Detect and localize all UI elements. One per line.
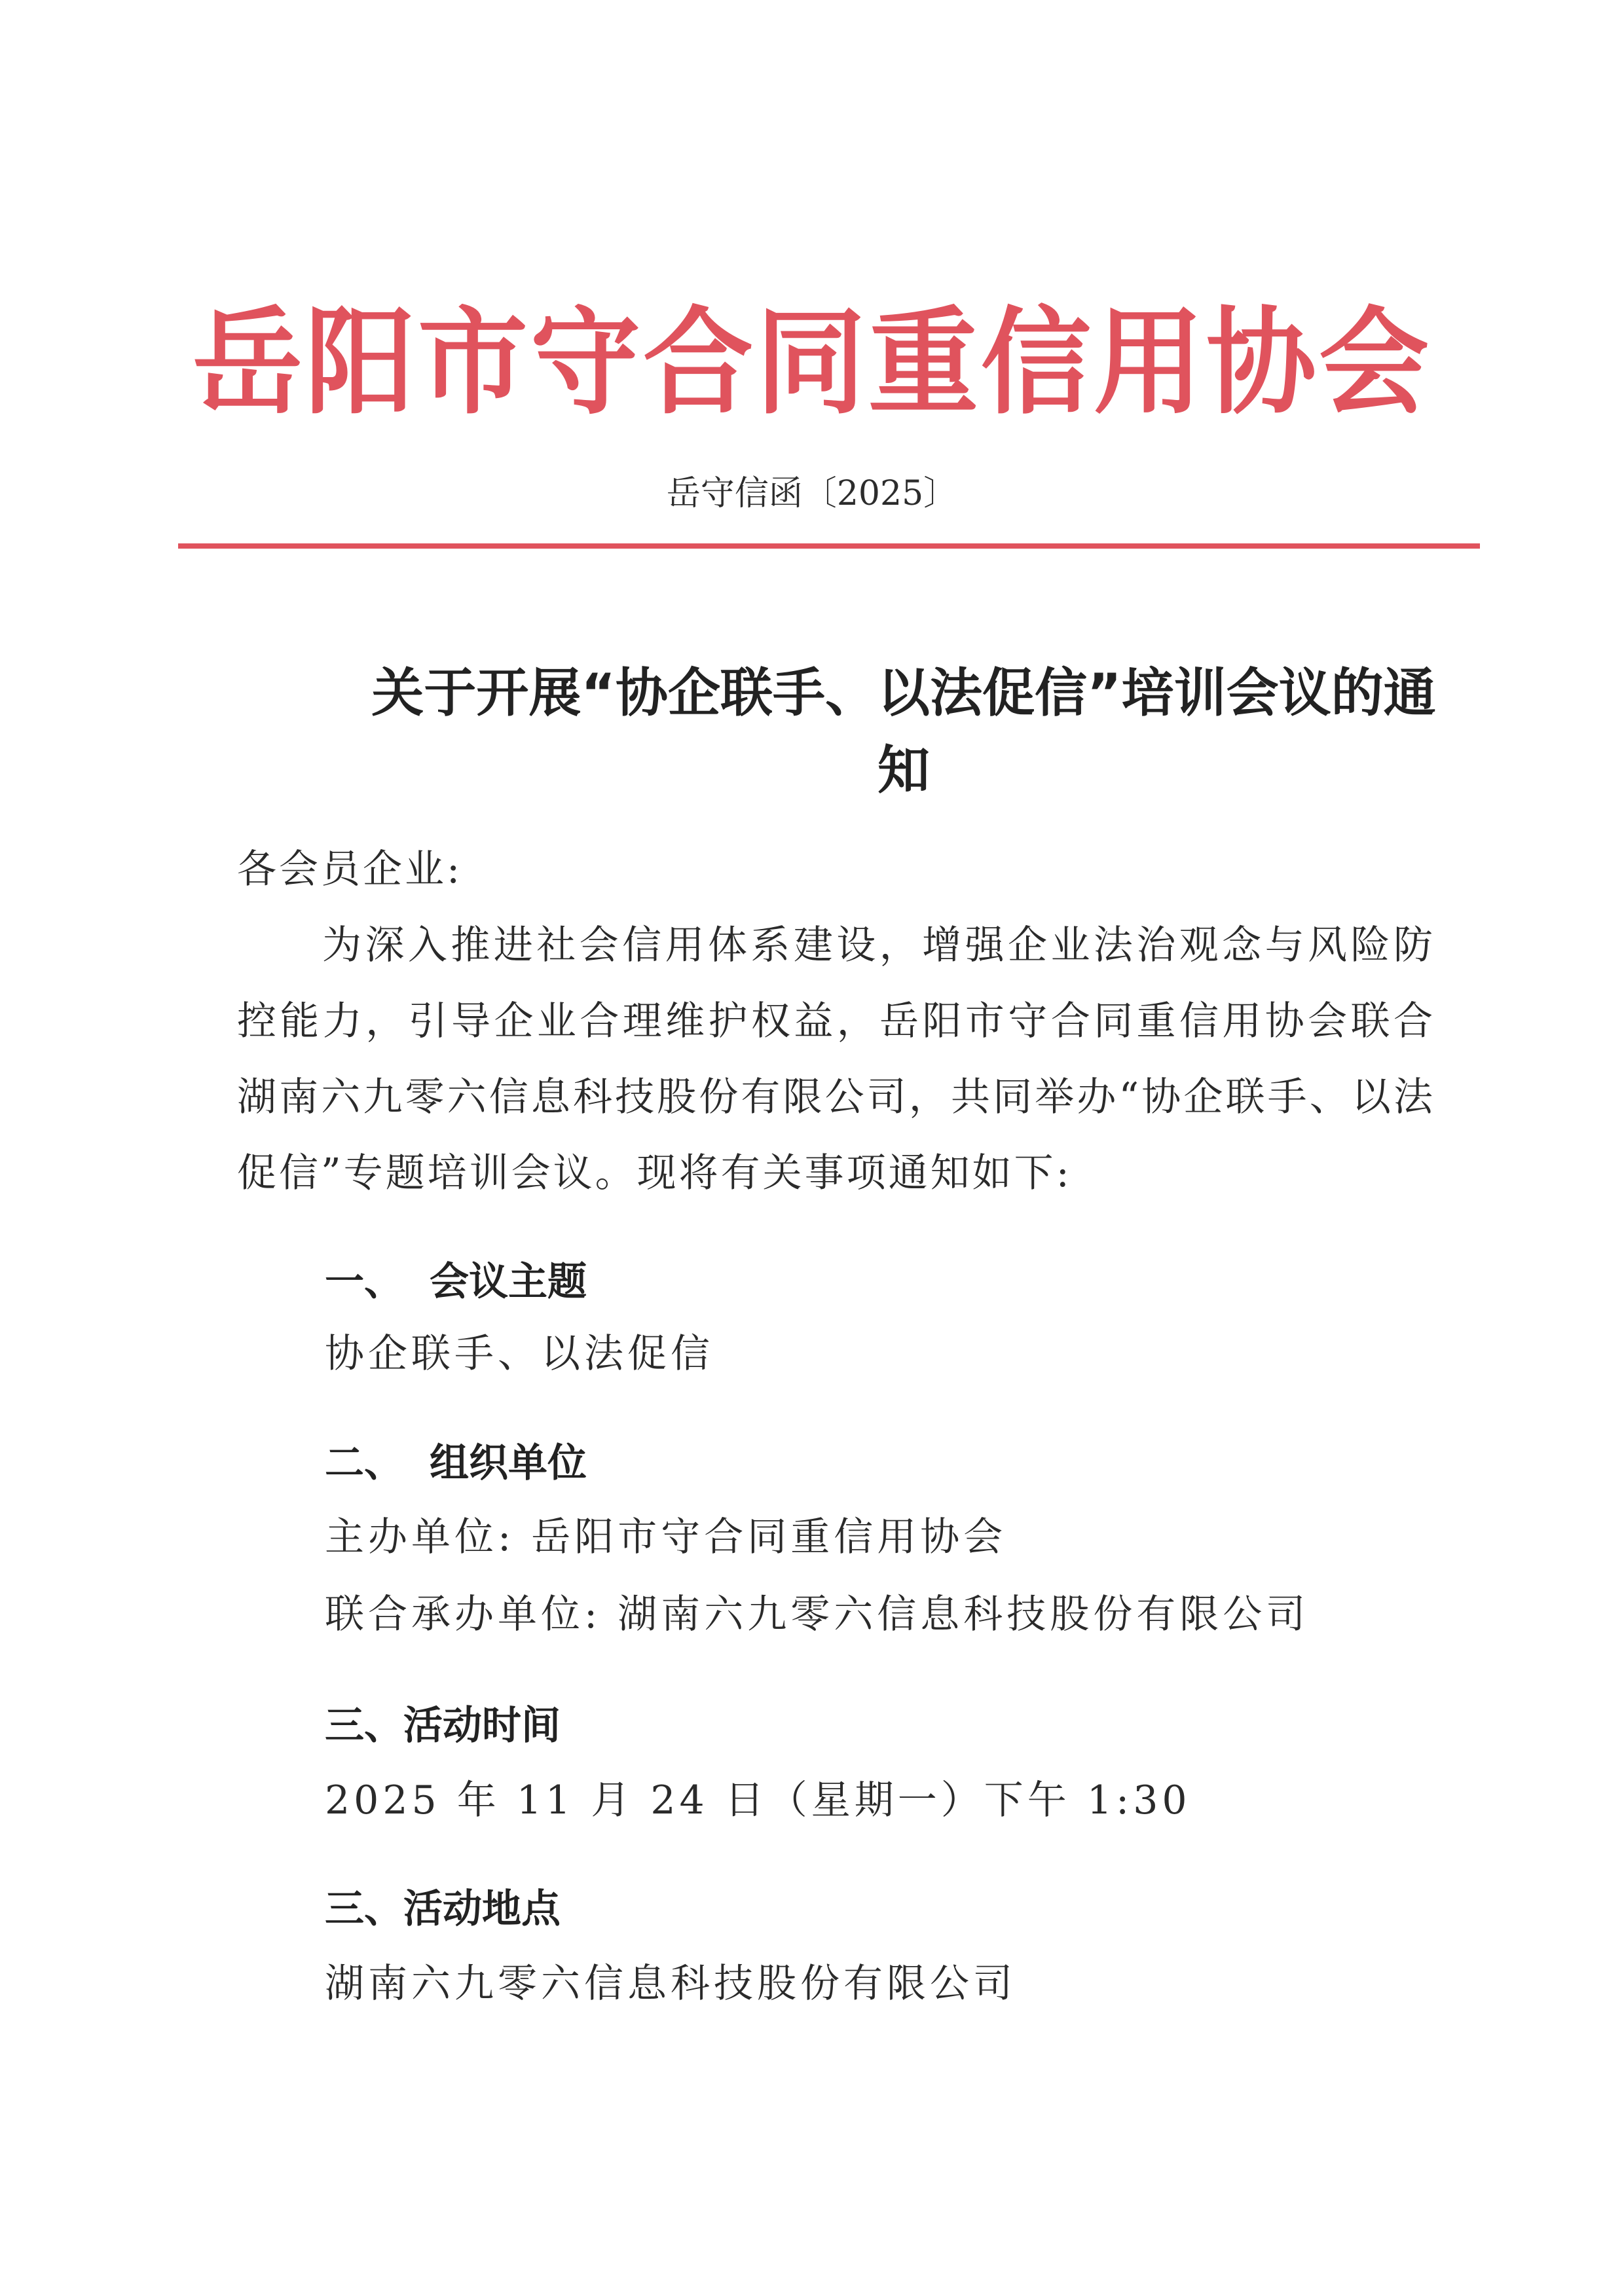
section-title: 活动时间 (403, 1703, 561, 1749)
section-heading-time (325, 1703, 561, 1749)
intro-paragraph: 为深入推进社会信用体系建设，增强企业法治观念与风险防控能力，引导企业合理维护权益，岳阳市守合同重信用协会联合湖南六九零六信息科技股份有限公司，共同举办“协企联手、以法促信”专题培训会议。现将有关事项通知如下: (237, 922, 1435, 1196)
section-heading-theme (325, 1259, 587, 1305)
section-line-location: 湖南六九零六信息科技股份有限公司 (325, 1961, 1016, 2007)
section-line-time: 2025 年 11 月 24 日（星期一）下午 1:30 (325, 1777, 1191, 1823)
document-number: 岳守信函〔2025〕 (666, 474, 958, 513)
section-heading-location (325, 1886, 561, 1932)
org-name-header: 岳阳市守合同重信用协会 (193, 295, 1431, 430)
red-divider-line (178, 543, 1480, 549)
section-number: 三、 (325, 1886, 403, 1932)
section-heading-organizers (325, 1440, 587, 1486)
section-title: 会议主题 (430, 1259, 587, 1305)
section-line-host: 主办单位: 岳阳市守合同重信用协会 (325, 1514, 1007, 1560)
section-number: 一、 (325, 1259, 403, 1305)
document-title: 关于开展“协企联手、以法促信”培训会议的通知 (371, 663, 1436, 801)
section-line-theme: 协企联手、以法促信 (325, 1331, 714, 1377)
section-title: 组织单位 (430, 1440, 587, 1486)
section-title: 活动地点 (403, 1886, 561, 1932)
section-line-co-organizer: 联合承办单位: 湖南六九零六信息科技股份有限公司 (325, 1592, 1310, 1637)
section-number: 三、 (325, 1703, 403, 1749)
salutation: 各会员企业: (237, 847, 463, 892)
section-number: 二、 (325, 1440, 403, 1486)
